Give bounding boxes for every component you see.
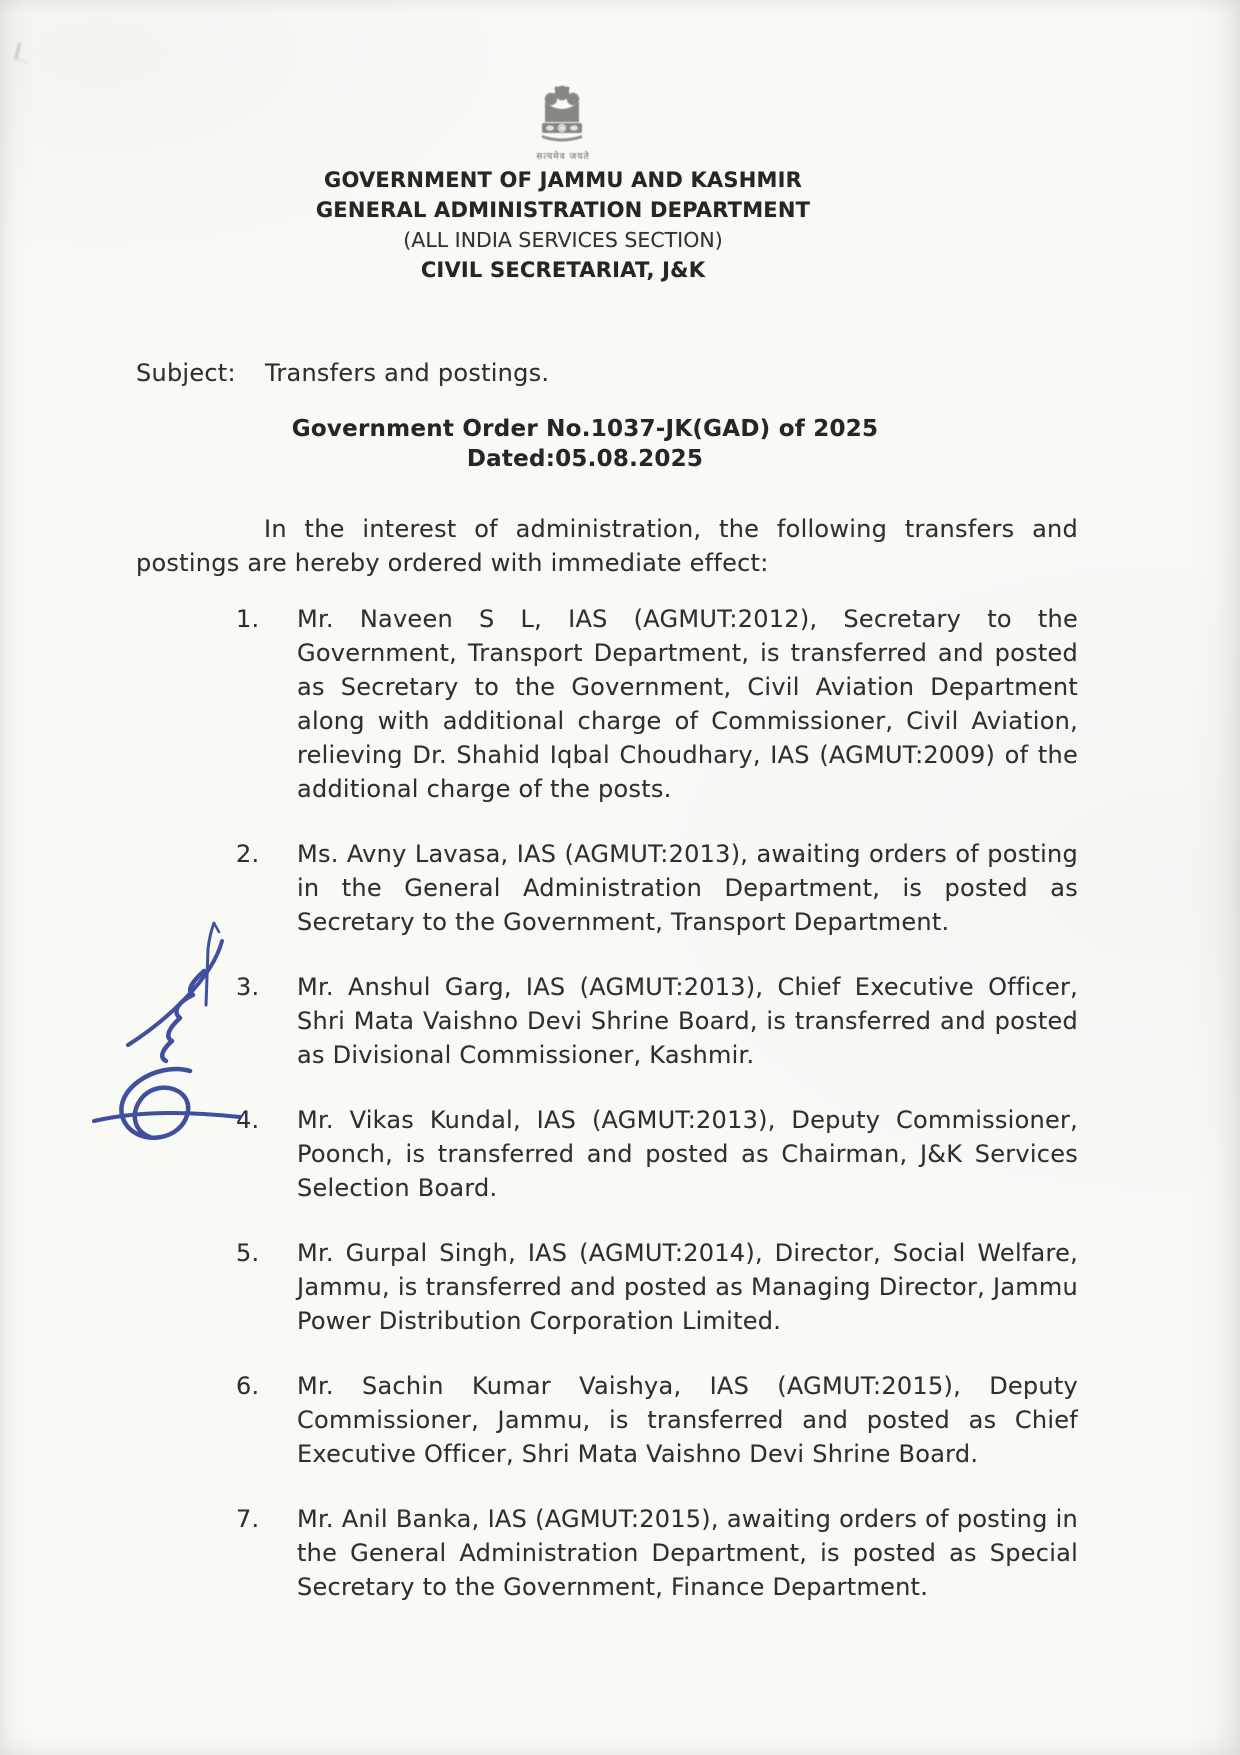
item-number: 6. <box>236 1372 260 1400</box>
list-item <box>236 1236 1078 1338</box>
national-emblem-icon <box>531 82 593 148</box>
order-number-line: Government Order No.1037-JK(GAD) of 2025 <box>291 416 879 442</box>
item-text: Mr. Anshul Garg, IAS (AGMUT:2013), Chief Executive Officer, Shri Mata Vaishno Devi Shrine Board, is transferred and posted as Divisional Commissioner, Kashmir. <box>297 973 1078 1069</box>
item-text: Mr. Vikas Kundal, IAS (AGMUT:2013), Deputy Commissioner, Poonch, is transferred and posted as Chairman, J&K Services Selection Board. <box>297 1106 1078 1202</box>
order-title-block <box>114 414 1056 474</box>
transfer-list <box>136 602 1078 1604</box>
item-number: 1. <box>236 605 260 633</box>
list-item <box>236 1369 1078 1471</box>
order-date-line: Dated:05.08.2025 <box>466 446 704 472</box>
item-number: 7. <box>236 1505 260 1533</box>
item-number: 2. <box>236 840 260 868</box>
item-text: Mr. Gurpal Singh, IAS (AGMUT:2014), Director, Social Welfare, Jammu, is transferred and posted as Managing Director, Jammu Power Distribution Corporation Limited. <box>297 1239 1078 1335</box>
emblem-motto: सत्यमेव जयते <box>536 152 590 162</box>
header-government-line: GOVERNMENT OF JAMMU AND KASHMIR <box>324 168 802 192</box>
subject-value: Transfers and postings. <box>265 359 550 387</box>
list-item <box>236 970 1078 1072</box>
subject-row <box>136 356 1078 390</box>
item-text: Ms. Avny Lavasa, IAS (AGMUT:2013), awaiting orders of posting in the General Administration Department, is posted as Secretary to the Government, Transport Department. <box>297 840 1078 936</box>
item-text: Mr. Anil Banka, IAS (AGMUT:2015), awaiting orders of posting in the General Administration Department, is posted as Special Secretary to the Government, Finance Department. <box>297 1505 1078 1601</box>
item-number: 3. <box>236 973 260 1001</box>
item-text: Mr. Naveen S L, IAS (AGMUT:2012), Secretary to the Government, Transport Department, is transferred and posted as Secretary to the Government, Civil Aviation Department along with additional charge of Commissioner, Civil Aviation, relieving Dr. Shahid Iqbal Choudhary, IAS (AGMUT:2009) of the additional charge of the posts. <box>297 605 1078 803</box>
list-item <box>236 602 1078 806</box>
header-secretariat-line: CIVIL SECRETARIAT, J&K <box>420 258 706 282</box>
header-department-line: GENERAL ADMINISTRATION DEPARTMENT <box>315 198 811 222</box>
item-number: 5. <box>236 1239 260 1267</box>
item-number: 4. <box>236 1106 260 1134</box>
subject-label: Subject: <box>136 359 236 387</box>
handwritten-signature <box>80 895 255 1155</box>
intro-paragraph: In the interest of administration, the following transfers and postings are hereby ordered with immediate effect: <box>136 515 1078 577</box>
header-section-line: (ALL INDIA SERVICES SECTION) <box>403 228 723 252</box>
letterhead <box>0 165 1126 285</box>
list-item <box>236 1103 1078 1205</box>
list-item <box>236 1502 1078 1604</box>
order-body <box>136 356 1078 1635</box>
list-item <box>236 837 1078 939</box>
scan-artifact-smudge <box>14 43 31 63</box>
item-text: Mr. Sachin Kumar Vaishya, IAS (AGMUT:2015), Deputy Commissioner, Jammu, is transferred and posted as Chief Executive Officer, Shri Mata Vaishno Devi Shrine Board. <box>297 1372 1078 1468</box>
